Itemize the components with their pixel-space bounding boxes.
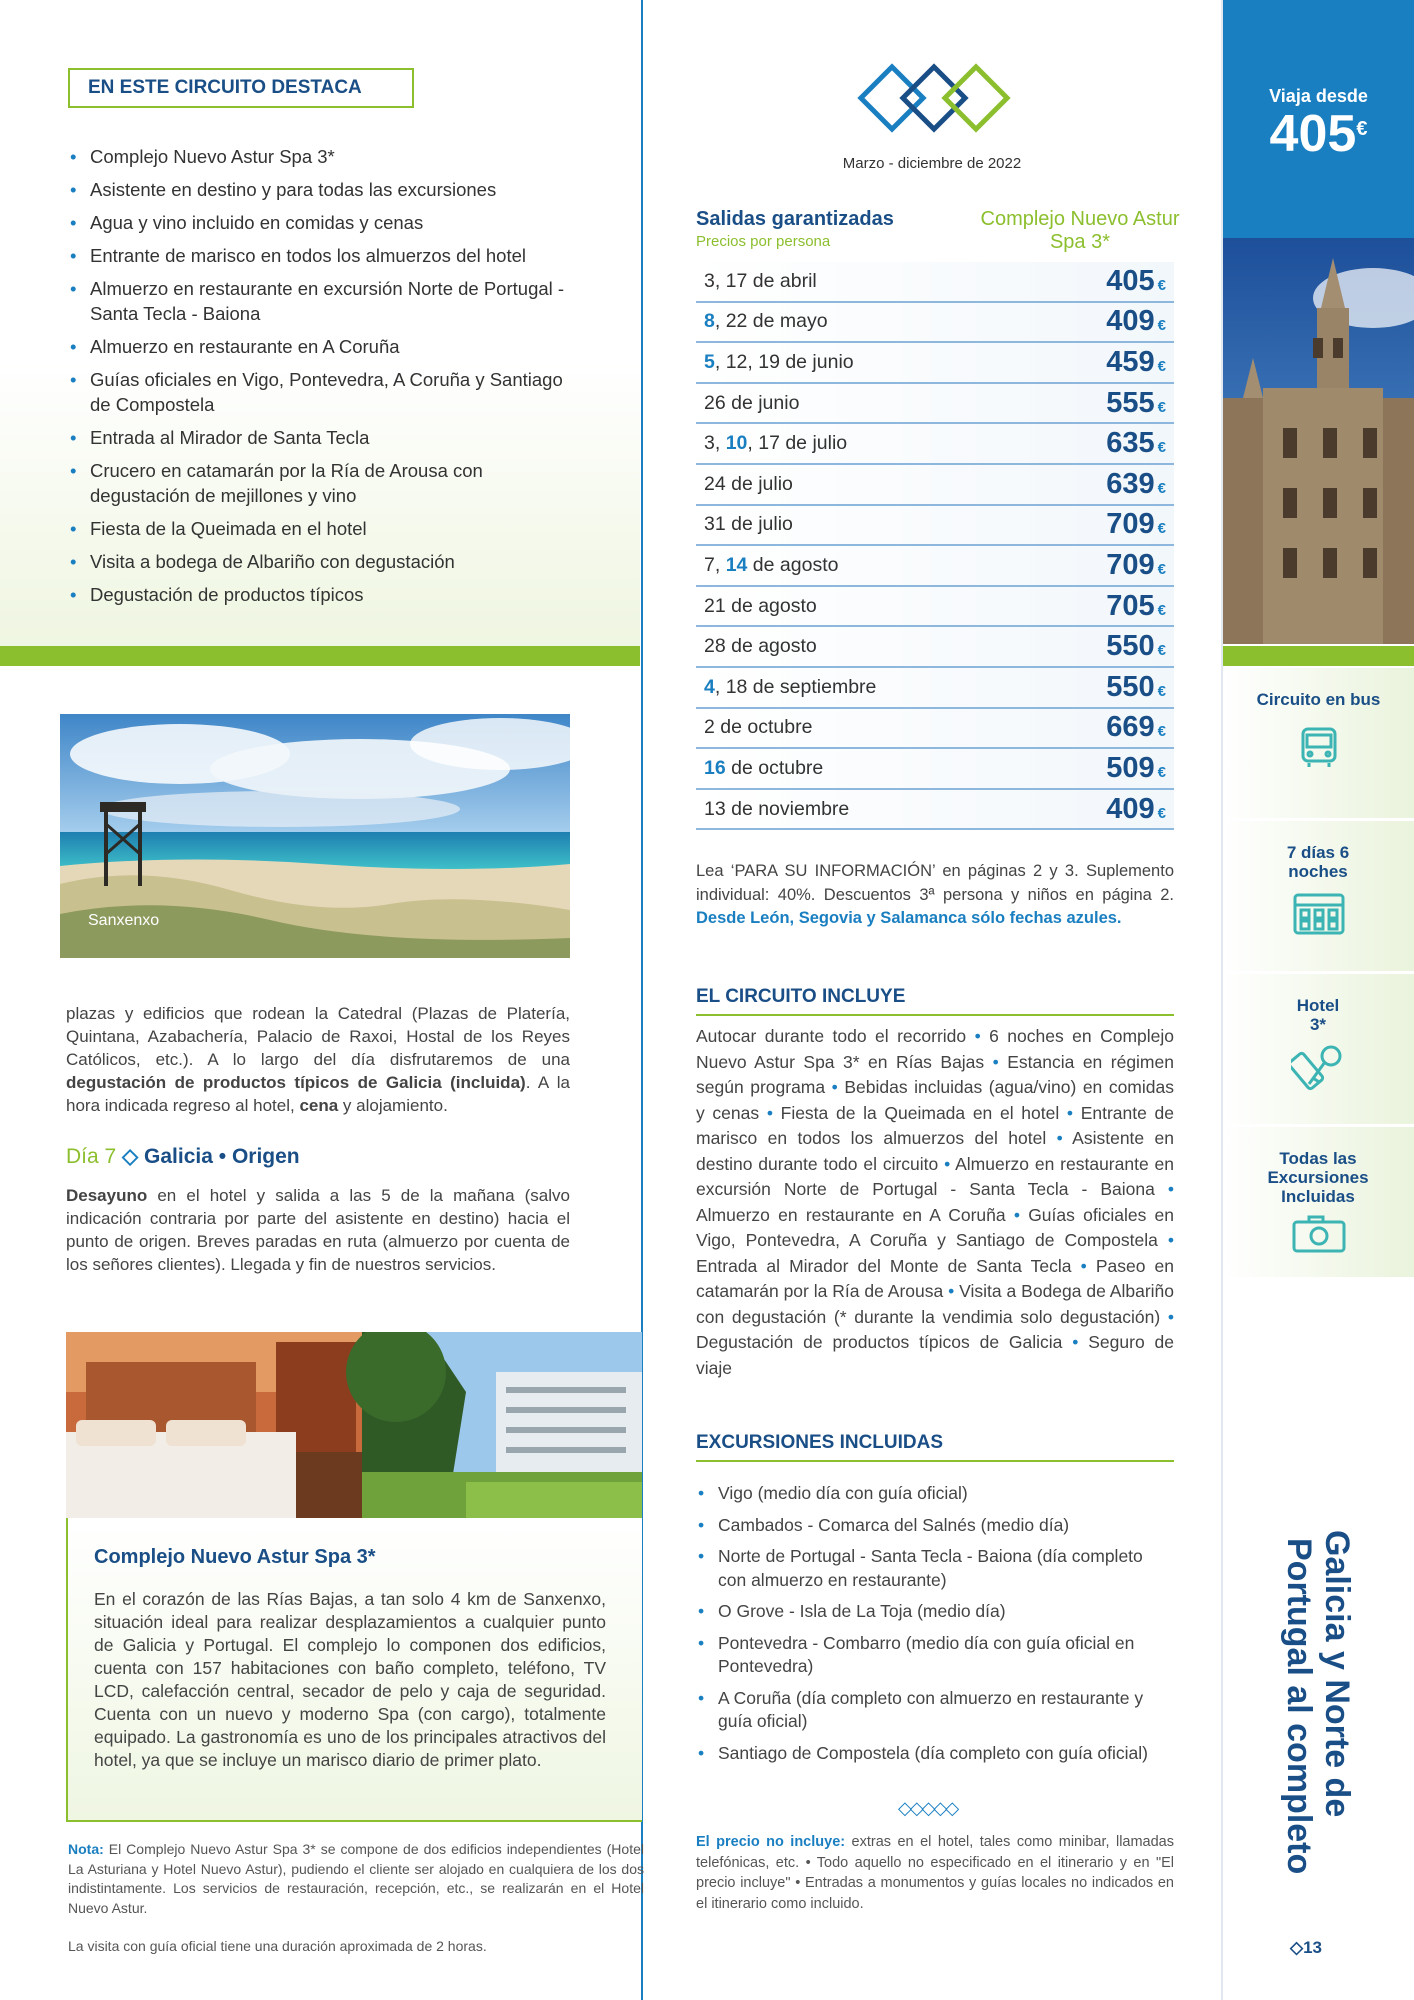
excursion-item: • Vigo (medio día con guía oficial)	[696, 1482, 1174, 1506]
price-currency: €	[1157, 601, 1166, 619]
includes-item: Bebidas incluidas (agua/vino) en comidas y cenas	[696, 1077, 1174, 1123]
price-value	[1223, 104, 1414, 164]
hotel-photos	[66, 1332, 642, 1518]
excursion-item: • Cambados - Comarca del Salnés (medio día)	[696, 1514, 1174, 1538]
departures-subtitle: Precios por persona	[696, 233, 831, 250]
excursions-list	[696, 1482, 1174, 1773]
departure-date	[704, 757, 823, 780]
highlight-item: • Guías oficiales en Vigo, Pontevedra, A Coruña y Santiago de Compostela	[68, 367, 568, 417]
page-title-line1: Galicia y Norte de	[1318, 1530, 1356, 1818]
departure-date-highlight: 10	[725, 432, 748, 455]
price-currency: €	[1157, 439, 1166, 457]
price-amount: 550	[1106, 630, 1155, 663]
price-amount: 550	[1106, 670, 1155, 703]
departure-row	[696, 709, 1174, 750]
departure-date	[704, 473, 793, 496]
departure-row	[696, 587, 1174, 628]
excursion-item: • Santiago de Compostela (día completo con guía oficial)	[696, 1742, 1174, 1766]
departure-price	[1106, 387, 1166, 420]
camera-icon	[1291, 1214, 1347, 1254]
includes-item: Paseo en catamarán por la Ría de Arousa	[696, 1255, 1174, 1301]
highlight-item: • Fiesta de la Queimada en el hotel	[68, 516, 568, 541]
departure-date-text: 26 de junio	[704, 391, 800, 414]
departure-row	[696, 790, 1174, 831]
guide-note: La visita con guía oficial tiene una duración aproximada de 2 horas.	[68, 1938, 487, 1954]
price-currency: €	[1157, 398, 1166, 416]
hotel-key-icon	[1291, 1040, 1347, 1092]
departure-date-text: 24 de julio	[704, 472, 793, 495]
diamonds-divider-icon: ◇◇◇◇◇	[898, 1798, 958, 1818]
price-amount: 509	[1106, 751, 1155, 784]
highlight-item: • Agua y vino incluido en comidas y cenas	[68, 210, 568, 235]
itinerary-text: plazas y edificios que rodean la Catedral (Plazas de Platería, Quintana, Azabachería, Palacio de Raxoi, Hostal de los Reyes Católicos, etc.). A lo largo del día disfrutaremos de una	[66, 1004, 570, 1069]
highlight-item: • Asistente en destino y para todas las excursiones	[68, 177, 568, 202]
highlight-item: • Complejo Nuevo Astur Spa 3*	[68, 144, 568, 169]
departure-price	[1106, 549, 1166, 582]
excursion-item: • Pontevedra - Combarro (medio día con guía oficial en Pontevedra)	[696, 1632, 1174, 1679]
price-currency: €	[1157, 763, 1166, 781]
itinerary-text: en el hotel y salida a las 5 de la mañana (salvo indicación contraria por parte del asistente en destino) hacia el punto de origen. Breves paradas en ruta (almuerzo por cuenta de los señores clientes). Llegada y fin de nuestros servicios.	[66, 1186, 570, 1274]
feature-hotel	[1223, 974, 1414, 1127]
departure-date-text: 31 de julio	[704, 513, 793, 536]
page-title-line2: Portugal al completo	[1280, 1538, 1318, 1875]
departure-date	[704, 513, 793, 536]
price-currency: €	[1157, 560, 1166, 578]
info-body: Lea ‘PARA SU INFORMACIÓN’ en páginas 2 y 3. Suplemento individual: 40%. Descuentos 3ª persona y niños en página 2.	[696, 862, 1174, 904]
includes-item: Degustación de productos típicos de Galicia	[696, 1332, 1063, 1352]
itinerary-day6-end	[66, 1002, 570, 1117]
departure-date-text: 3,	[704, 432, 726, 455]
bullet-separator: •	[1154, 1179, 1174, 1199]
departure-price	[1106, 590, 1166, 623]
not-included-text: extras en el hotel, tales como minibar, llamadas telefónicas, etc. • Todo aquello no especificado en el itinerario y en "El precio incluye" • Entradas a monumentos y guías locales no indicados en el itinerario como incluido.	[696, 1834, 1174, 1912]
departures-title: Salidas garantizadas	[696, 208, 894, 230]
itinerary-bold: degustación de productos típicos de Galicia (incluida)	[66, 1073, 526, 1092]
price-currency: €	[1157, 317, 1166, 335]
bullet-separator: •	[1046, 1128, 1073, 1148]
departure-row	[696, 262, 1174, 303]
highlight-item: • Crucero en catamarán por la Ría de Arousa con degustación de mejillones y vino	[68, 458, 568, 508]
page-number: ◇13	[1290, 1938, 1322, 1957]
green-separator	[1223, 646, 1414, 666]
departure-price	[1106, 305, 1166, 338]
itinerary-text: . A la hora indicada regreso al hotel,	[66, 1073, 570, 1115]
price-currency: €	[1157, 479, 1166, 497]
includes-item: Asistente en destino durante todo el circuito	[696, 1128, 1175, 1174]
bullet-separator: •	[1062, 1332, 1089, 1352]
departure-date-text: de octubre	[725, 756, 824, 779]
feature-label: Todas las Excursiones Incluidas	[1267, 1149, 1369, 1206]
price-amount: 405	[1269, 105, 1357, 163]
highlight-item: • Almuerzo en restaurante en A Coruña	[68, 334, 568, 359]
excursion-item: • O Grove - Isla de La Toja (medio día)	[696, 1600, 1174, 1624]
departure-date-text: , 17 de julio	[747, 432, 848, 455]
bullet-separator: •	[1005, 1204, 1029, 1225]
includes-item: Estancia en régimen según programa	[696, 1051, 1174, 1097]
not-included	[696, 1832, 1174, 1914]
departure-row	[696, 749, 1174, 790]
feature-bus	[1223, 668, 1414, 821]
departure-row	[696, 546, 1174, 587]
departure-row	[696, 424, 1174, 465]
departure-row	[696, 465, 1174, 506]
price-currency: €	[1157, 642, 1166, 660]
departure-date	[704, 392, 799, 415]
includes-item: Entrante de marisco en todos los almuerzos del hotel	[696, 1102, 1175, 1148]
excursions-title: EXCURSIONES INCLUIDAS	[696, 1432, 1174, 1462]
price-label: Viaja desde	[1269, 86, 1368, 106]
departure-price	[1106, 630, 1166, 663]
price-amount: 709	[1106, 548, 1155, 581]
bus-icon	[1295, 723, 1343, 771]
bullet-separator: •	[825, 1077, 845, 1097]
departure-row	[696, 343, 1174, 384]
price-amount: 639	[1106, 467, 1155, 500]
hotel-description: En el corazón de las Rías Bajas, a tan solo 4 km de Sanxenxo, situación ideal para realizar desplazamientos a cualquier punto de Galicia y Portugal. El complejo lo componen dos edificios, cuenta con 157 habitaciones con baño completo, teléfono, TV LCD, calefacción central, secador de pelo y caja de seguridad. Cuenta con un nuevo y moderno Spa (con cargo), totalmente equipado. La gastronomía es uno de los principales atractivos del hotel, ya que se incluye un marisco diario de primer plato.	[94, 1589, 606, 1770]
cathedral-photo	[1223, 238, 1414, 644]
highlights-list	[68, 144, 568, 615]
calendar-icon	[1291, 889, 1347, 937]
departure-date-text: , 12, 19 de junio	[714, 350, 854, 373]
departure-price	[1106, 752, 1166, 785]
departure-date-text: 2 de octubre	[704, 716, 813, 739]
price-amount: 709	[1106, 508, 1155, 541]
info-text	[696, 860, 1174, 931]
day-title: Galicia • Origen	[144, 1145, 300, 1168]
departure-row	[696, 627, 1174, 668]
departure-date	[704, 270, 817, 293]
includes-item: Entrada al Mirador del Monte de Santa Tecla	[696, 1255, 1072, 1276]
price-amount: 409	[1106, 792, 1155, 825]
departure-price	[1106, 793, 1166, 826]
hotel-column-header: Complejo Nuevo Astur Spa 3*	[980, 208, 1180, 253]
price-currency: €	[1157, 804, 1166, 822]
departure-date	[704, 554, 838, 577]
highlight-item: • Entrante de marisco en todos los almuerzos del hotel	[68, 243, 568, 268]
feature-label: 7 días 6 noches	[1286, 843, 1350, 881]
price-currency: €	[1157, 276, 1166, 294]
departure-date-highlight: 16	[704, 756, 726, 779]
day-number: Día 7	[66, 1145, 117, 1168]
bullet-separator: •	[943, 1281, 960, 1301]
price-currency: €	[1157, 723, 1166, 741]
price-amount: 635	[1106, 427, 1155, 460]
itinerary-bold: cena	[299, 1096, 339, 1115]
departure-date	[704, 676, 876, 699]
departure-price	[1106, 265, 1166, 298]
includes-title: EL CIRCUITO INCLUYE	[696, 986, 1174, 1016]
includes-item: Visita a Bodega de Albariño con degustación (* durante la vendimia solo degustación)	[696, 1281, 1174, 1327]
includes-item: Almuerzo en restaurante en A Coruña	[696, 1204, 1006, 1225]
includes-list	[696, 1024, 1174, 1381]
departure-date-text: de agosto	[747, 553, 839, 576]
price-amount: 409	[1106, 305, 1155, 338]
note-label: Nota:	[68, 1841, 104, 1857]
bullet-separator: •	[984, 1051, 1008, 1072]
page-title	[1268, 1530, 1358, 1920]
itinerary-text: y alojamiento.	[338, 1096, 448, 1115]
departure-date-text: 13 de noviembre	[704, 797, 850, 820]
hotel-title: Complejo Nuevo Astur Spa 3*	[94, 1546, 376, 1568]
departure-date-highlight: 8	[704, 310, 715, 333]
info-blue-note: Desde León, Segovia y Salamanca sólo fechas azules.	[696, 909, 1122, 927]
bullet-separator: •	[1071, 1255, 1096, 1276]
price-currency: €	[1356, 118, 1368, 140]
departure-date	[704, 310, 828, 333]
departure-date	[704, 432, 847, 455]
price-currency: €	[1157, 520, 1166, 538]
highlights-title: EN ESTE CIRCUITO DESTACA	[68, 68, 414, 108]
departure-date	[704, 595, 817, 618]
departure-price	[1106, 508, 1166, 541]
day7-heading	[66, 1144, 300, 1169]
excursion-item: • Norte de Portugal - Santa Tecla - Baiona (día completo con almuerzo en restaurante)	[696, 1545, 1174, 1592]
departure-date-text: 3, 17 de abril	[704, 269, 817, 292]
excursion-item: • A Coruña (día completo con almuerzo en restaurante y guía oficial)	[696, 1687, 1174, 1734]
includes-item: Fiesta de la Queimada en el hotel	[780, 1102, 1060, 1123]
price-amount: 669	[1106, 711, 1155, 744]
diamond-logo-icon	[856, 62, 1012, 134]
green-separator	[0, 646, 640, 666]
departure-date	[704, 716, 812, 739]
diamond-icon: ◇	[122, 1145, 139, 1168]
departures-table	[696, 262, 1174, 830]
feature-label: Hotel 3*	[1296, 996, 1340, 1034]
departure-date-text: 28 de agosto	[704, 635, 817, 658]
price-amount: 405	[1106, 264, 1155, 297]
price-currency: €	[1157, 682, 1166, 700]
departures-header	[696, 208, 894, 250]
beach-caption: Sanxenxo	[88, 912, 160, 929]
bullet-separator: •	[966, 1026, 990, 1046]
price-amount: 459	[1106, 345, 1155, 378]
departure-date-text: , 22 de mayo	[714, 310, 828, 333]
departure-date-highlight: 5	[704, 350, 715, 373]
not-included-label: El precio no incluye:	[696, 1834, 846, 1850]
season-range: Marzo - diciembre de 2022	[842, 155, 1022, 172]
bullet-separator: •	[1157, 1230, 1174, 1250]
departure-price	[1106, 671, 1166, 704]
price-amount: 555	[1106, 386, 1155, 419]
includes-item: Autocar durante todo el recorrido	[696, 1026, 967, 1046]
departure-date	[704, 798, 849, 821]
departure-price	[1106, 427, 1166, 460]
departure-price	[1106, 711, 1166, 744]
bullet-separator: •	[1059, 1102, 1081, 1123]
departure-date-text: 7,	[704, 553, 726, 576]
departure-row	[696, 668, 1174, 709]
highlight-item: • Visita a bodega de Albariño con degustación	[68, 549, 568, 574]
highlight-item: • Degustación de productos típicos	[68, 582, 568, 607]
includes-item: 6 noches en Complejo Nuevo Astur Spa 3* en Rías Bajas	[696, 1026, 1174, 1072]
price-currency: €	[1157, 357, 1166, 375]
departure-row	[696, 384, 1174, 425]
departure-date-text: 21 de agosto	[704, 594, 817, 617]
bullet-separator: •	[1160, 1306, 1174, 1327]
itinerary-bold: Desayuno	[66, 1186, 148, 1205]
departure-row	[696, 303, 1174, 344]
includes-item: Seguro de viaje	[696, 1332, 1174, 1378]
departure-date-highlight: 4	[704, 675, 715, 698]
itinerary-day7	[66, 1184, 570, 1276]
bullet-separator: •	[759, 1102, 781, 1123]
feature-label: Circuito en bus	[1256, 690, 1381, 709]
departure-date	[704, 351, 854, 374]
departure-price	[1106, 346, 1166, 379]
hotel-note	[68, 1840, 644, 1918]
highlight-item: • Entrada al Mirador de Santa Tecla	[68, 425, 568, 450]
departure-row	[696, 506, 1174, 547]
note-text: El Complejo Nuevo Astur Spa 3* se compone de dos edificios independientes (Hotel La Asturiana y Hotel Nuevo Astur), pudiendo el cliente ser alojado en cualquiera de los dos indistintamente. Los servicios de restauración, recepción, etc., se realizarán en el Hotel Nuevo Astur.	[68, 1841, 644, 1916]
feature-duration	[1223, 821, 1414, 974]
feature-excursions	[1223, 1127, 1414, 1280]
departure-date	[704, 635, 817, 658]
highlight-item: • Almuerzo en restaurante en excursión Norte de Portugal - Santa Tecla - Baiona	[68, 276, 568, 326]
departure-date-highlight: 14	[725, 553, 748, 576]
departure-date-text: , 18 de septiembre	[714, 675, 877, 698]
includes-item: Almuerzo en restaurante en excursión Norte de Portugal - Santa Tecla - Baiona	[696, 1153, 1174, 1199]
price-amount: 705	[1106, 589, 1155, 622]
includes-item: Guías oficiales en Vigo, Pontevedra, A Coruña y Santiago de Compostela	[696, 1204, 1175, 1250]
bullet-separator: •	[938, 1153, 956, 1174]
departure-price	[1106, 468, 1166, 501]
